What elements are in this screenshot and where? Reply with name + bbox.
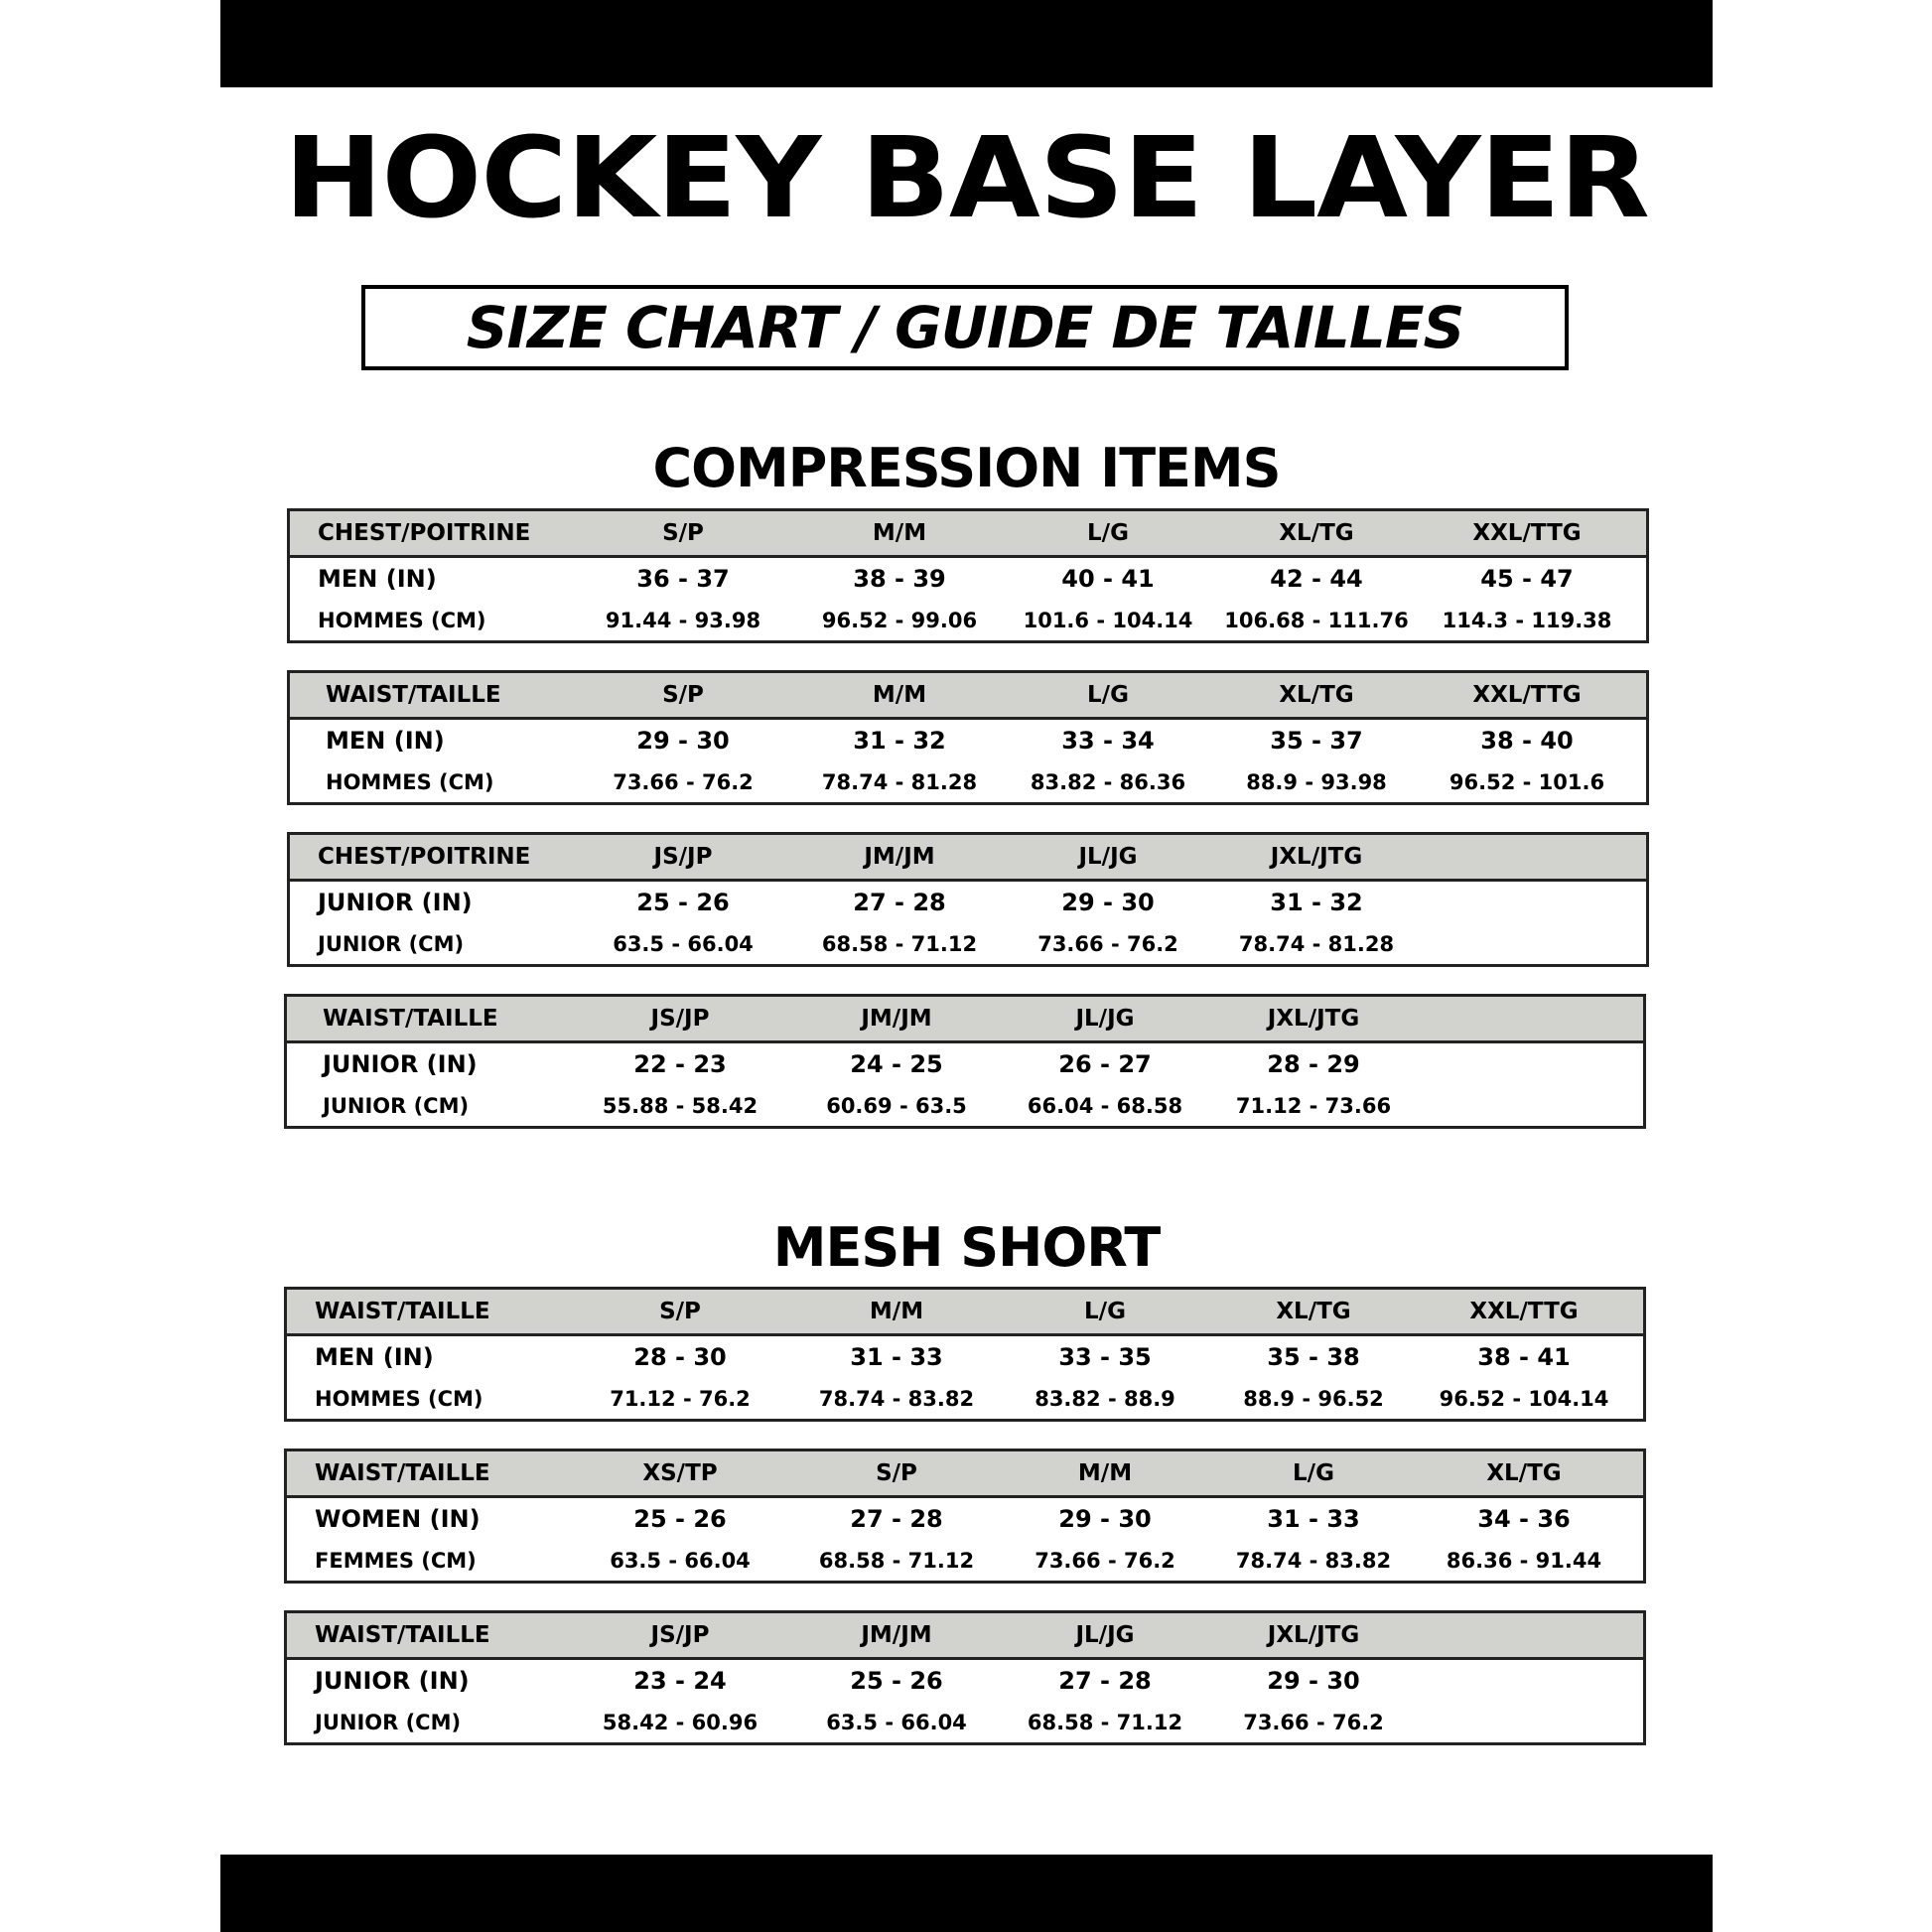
bottom-black-bar — [220, 1855, 1713, 1932]
row-label: CHEST/POITRINE — [318, 520, 531, 546]
subtitle: SIZE CHART / GUIDE DE TAILLES — [466, 294, 1464, 361]
size-table — [287, 670, 1649, 805]
measurement-cell: 35 - 38 — [1267, 1343, 1360, 1371]
measurement-cell: 91.44 - 93.98 — [605, 609, 761, 632]
row-label: HOMMES (CM) — [315, 1387, 483, 1411]
size-header-cell: JL/JG — [1075, 1622, 1135, 1648]
size-header-cell: M/M — [872, 682, 927, 708]
size-header-cell: XXL/TTG — [1469, 1299, 1579, 1324]
measurement-cell: 68.58 - 71.12 — [818, 1549, 975, 1573]
measurement-cell: 33 - 34 — [1061, 727, 1155, 755]
measurement-cell: 31 - 33 — [1267, 1505, 1360, 1533]
measurement-cell: 63.5 - 66.04 — [826, 1711, 967, 1734]
size-header-cell: JXL/JTG — [1270, 844, 1363, 870]
top-black-bar — [220, 0, 1713, 87]
measurement-cell: 73.66 - 76.2 — [613, 770, 754, 794]
size-table — [284, 1449, 1646, 1584]
measurement-cell: 25 - 26 — [636, 889, 730, 916]
measurement-cell: 25 - 26 — [633, 1505, 727, 1533]
size-header-cell: JS/JP — [653, 844, 713, 870]
row-label: FEMMES (CM) — [315, 1549, 477, 1573]
row-label: JUNIOR (IN) — [323, 1050, 478, 1078]
table-header-row — [290, 511, 1646, 558]
measurement-cell: 86.36 - 91.44 — [1446, 1549, 1602, 1573]
table-header-row — [290, 673, 1646, 720]
size-header-cell: L/G — [1087, 682, 1129, 708]
measurement-cell: 78.74 - 81.28 — [1238, 932, 1395, 956]
size-header-cell: JS/JP — [650, 1006, 710, 1032]
row-label: JUNIOR (IN) — [315, 1667, 470, 1695]
measurement-cell: 31 - 33 — [850, 1343, 943, 1371]
table-header-row — [287, 1451, 1643, 1498]
measurement-cell: 68.58 - 71.12 — [1027, 1711, 1183, 1734]
size-table — [284, 1610, 1646, 1745]
size-header-cell: JM/JM — [864, 844, 935, 870]
row-label: MEN (IN) — [318, 565, 437, 593]
measurement-cell: 71.12 - 76.2 — [610, 1387, 751, 1411]
table-row-cm — [290, 603, 1646, 638]
table-row-cm — [287, 1088, 1643, 1124]
size-header-cell: M/M — [1077, 1460, 1133, 1486]
measurement-cell: 34 - 36 — [1477, 1505, 1571, 1533]
size-header-cell: XL/TG — [1486, 1460, 1562, 1486]
table-row-cm — [290, 764, 1646, 800]
measurement-cell: 66.04 - 68.58 — [1027, 1094, 1183, 1118]
table-header-row — [287, 1613, 1643, 1660]
row-label: JUNIOR (CM) — [318, 932, 465, 956]
measurement-cell: 25 - 26 — [850, 1667, 943, 1695]
measurement-cell: 33 - 35 — [1058, 1343, 1152, 1371]
measurement-cell: 96.52 - 104.14 — [1439, 1387, 1609, 1411]
row-label: WAIST/TAILLE — [315, 1622, 490, 1648]
measurement-cell: 35 - 37 — [1270, 727, 1363, 755]
size-header-cell: L/G — [1293, 1460, 1334, 1486]
measurement-cell: 29 - 30 — [636, 727, 730, 755]
size-header-cell: JL/JG — [1078, 844, 1138, 870]
size-header-cell: M/M — [872, 520, 927, 546]
measurement-cell: 78.74 - 83.82 — [1235, 1549, 1392, 1573]
measurement-cell: 58.42 - 60.96 — [602, 1711, 759, 1734]
size-header-cell: XXL/TTG — [1472, 520, 1582, 546]
measurement-cell: 29 - 30 — [1058, 1505, 1152, 1533]
measurement-cell: 22 - 23 — [633, 1050, 727, 1078]
row-label: HOMMES (CM) — [318, 609, 486, 632]
size-header-cell: JXL/JTG — [1267, 1006, 1360, 1032]
size-header-cell: S/P — [659, 1299, 701, 1324]
table-row-cm — [287, 1543, 1643, 1579]
size-header-cell: JL/JG — [1075, 1006, 1135, 1032]
measurement-cell: 55.88 - 58.42 — [602, 1094, 759, 1118]
measurement-cell: 83.82 - 88.9 — [1035, 1387, 1175, 1411]
size-header-cell: XXL/TTG — [1472, 682, 1582, 708]
table-row-inches — [290, 561, 1646, 597]
measurement-cell: 26 - 27 — [1058, 1050, 1152, 1078]
measurement-cell: 31 - 32 — [1270, 889, 1363, 916]
measurement-cell: 27 - 28 — [1058, 1667, 1152, 1695]
table-row-cm — [290, 926, 1646, 962]
measurement-cell: 73.66 - 76.2 — [1035, 1549, 1175, 1573]
table-row-inches — [290, 723, 1646, 759]
size-header-cell: L/G — [1087, 520, 1129, 546]
table-row-cm — [287, 1705, 1643, 1740]
subtitle-box — [361, 285, 1569, 370]
row-label: WAIST/TAILLE — [326, 682, 501, 708]
size-table — [287, 832, 1649, 967]
measurement-cell: 83.82 - 86.36 — [1030, 770, 1186, 794]
measurement-cell: 96.52 - 101.6 — [1449, 770, 1605, 794]
measurement-cell: 63.5 - 66.04 — [610, 1549, 751, 1573]
table-row-inches — [290, 885, 1646, 920]
size-header-cell: XL/TG — [1279, 520, 1354, 546]
size-header-cell: JM/JM — [861, 1006, 932, 1032]
row-label: CHEST/POITRINE — [318, 844, 531, 870]
table-header-row — [287, 1290, 1643, 1336]
measurement-cell: 88.9 - 93.98 — [1246, 770, 1387, 794]
measurement-cell: 31 - 32 — [853, 727, 946, 755]
measurement-cell: 42 - 44 — [1270, 565, 1363, 593]
measurement-cell: 23 - 24 — [633, 1667, 727, 1695]
size-header-cell: S/P — [662, 682, 704, 708]
measurement-cell: 106.68 - 111.76 — [1224, 609, 1409, 632]
row-label: JUNIOR (CM) — [315, 1711, 462, 1734]
size-header-cell: S/P — [662, 520, 704, 546]
measurement-cell: 36 - 37 — [636, 565, 730, 593]
measurement-cell: 24 - 25 — [850, 1050, 943, 1078]
measurement-cell: 114.3 - 119.38 — [1442, 609, 1612, 632]
row-label: WAIST/TAILLE — [315, 1460, 490, 1486]
measurement-cell: 27 - 28 — [853, 889, 946, 916]
measurement-cell: 29 - 30 — [1267, 1667, 1360, 1695]
measurement-cell: 38 - 41 — [1477, 1343, 1571, 1371]
measurement-cell: 73.66 - 76.2 — [1243, 1711, 1384, 1734]
size-header-cell: S/P — [876, 1460, 917, 1486]
row-label: JUNIOR (IN) — [318, 889, 473, 916]
size-header-cell: L/G — [1084, 1299, 1126, 1324]
size-table — [287, 508, 1649, 643]
table-row-cm — [287, 1381, 1643, 1417]
measurement-cell: 40 - 41 — [1061, 565, 1155, 593]
size-header-cell: JS/JP — [650, 1622, 710, 1648]
measurement-cell: 60.69 - 63.5 — [826, 1094, 967, 1118]
row-label: WOMEN (IN) — [315, 1505, 481, 1533]
size-header-cell: M/M — [869, 1299, 924, 1324]
measurement-cell: 88.9 - 96.52 — [1243, 1387, 1384, 1411]
measurement-cell: 63.5 - 66.04 — [613, 932, 754, 956]
table-row-inches — [287, 1339, 1643, 1375]
measurement-cell: 78.74 - 81.28 — [821, 770, 978, 794]
size-header-cell: XS/TP — [642, 1460, 718, 1486]
measurement-cell: 38 - 40 — [1480, 727, 1574, 755]
size-header-cell: XL/TG — [1279, 682, 1354, 708]
measurement-cell: 29 - 30 — [1061, 889, 1155, 916]
table-header-row — [290, 835, 1646, 882]
size-table — [284, 1287, 1646, 1422]
row-label: JUNIOR (CM) — [323, 1094, 470, 1118]
measurement-cell: 96.52 - 99.06 — [821, 609, 978, 632]
row-label: WAIST/TAILLE — [323, 1006, 498, 1032]
row-label: WAIST/TAILLE — [315, 1299, 490, 1324]
table-header-row — [287, 997, 1643, 1043]
size-header-cell: JXL/JTG — [1267, 1622, 1360, 1648]
measurement-cell: 28 - 30 — [633, 1343, 727, 1371]
section-title-mesh: MESH SHORT — [772, 1216, 1161, 1279]
size-header-cell: XL/TG — [1276, 1299, 1351, 1324]
measurement-cell: 73.66 - 76.2 — [1037, 932, 1178, 956]
measurement-cell: 78.74 - 83.82 — [818, 1387, 975, 1411]
size-header-cell: JM/JM — [861, 1622, 932, 1648]
measurement-cell: 68.58 - 71.12 — [821, 932, 978, 956]
measurement-cell: 27 - 28 — [850, 1505, 943, 1533]
row-label: MEN (IN) — [326, 727, 445, 755]
row-label: MEN (IN) — [315, 1343, 434, 1371]
measurement-cell: 71.12 - 73.66 — [1235, 1094, 1392, 1118]
table-row-inches — [287, 1501, 1643, 1537]
table-row-inches — [287, 1046, 1643, 1082]
measurement-cell: 28 - 29 — [1267, 1050, 1360, 1078]
section-title-compression: COMPRESSION ITEMS — [652, 437, 1281, 499]
row-label: HOMMES (CM) — [326, 770, 494, 794]
page-title: HOCKEY BASE LAYER — [284, 114, 1649, 243]
measurement-cell: 101.6 - 104.14 — [1023, 609, 1193, 632]
size-table — [284, 994, 1646, 1129]
table-row-inches — [287, 1663, 1643, 1699]
measurement-cell: 45 - 47 — [1480, 565, 1574, 593]
measurement-cell: 38 - 39 — [853, 565, 946, 593]
